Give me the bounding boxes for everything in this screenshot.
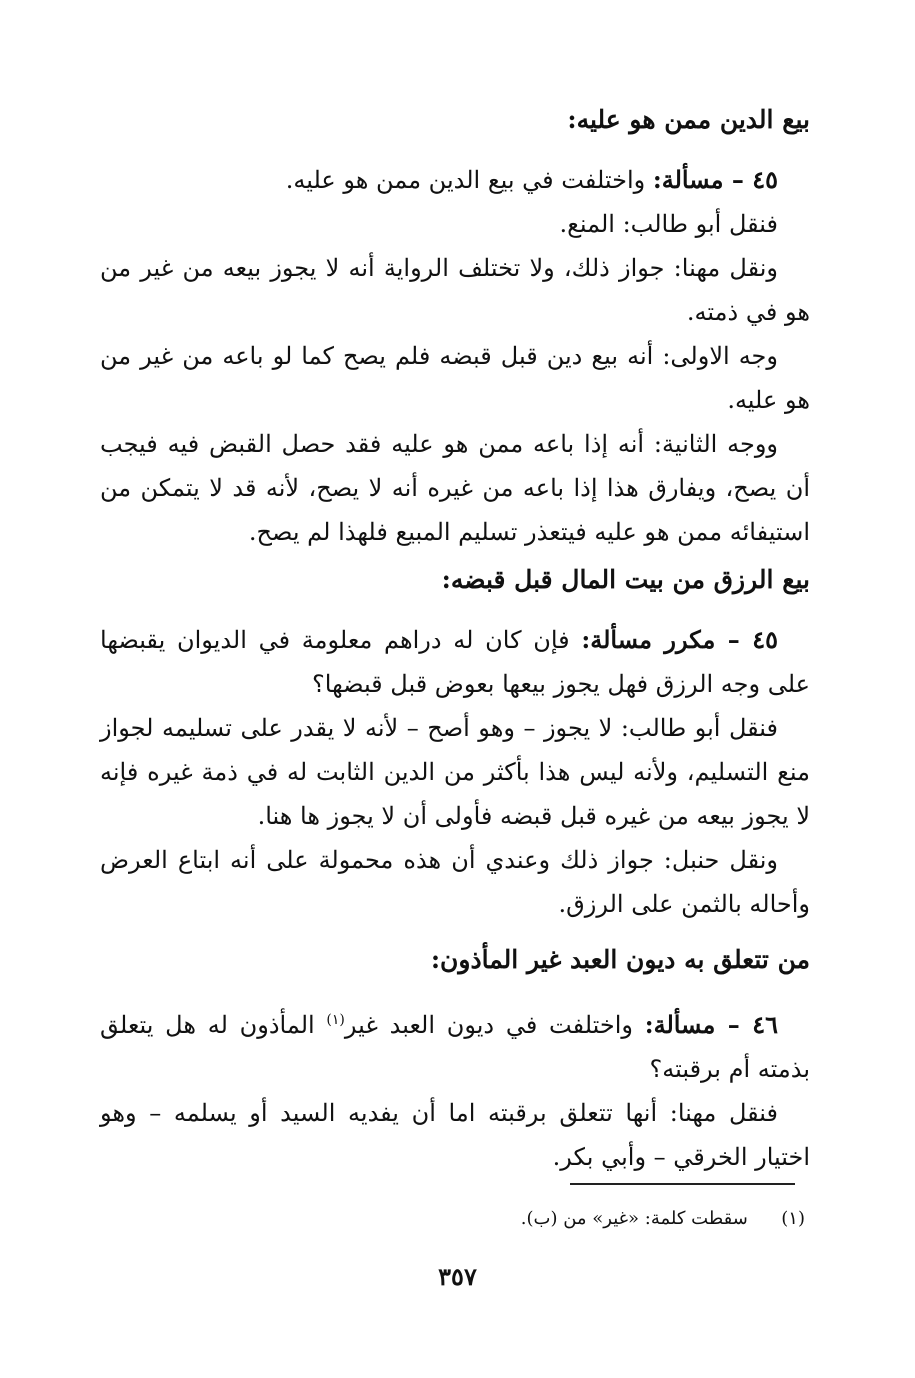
heading-text: من تتعلق به ديون العبد غير المأذون:	[430, 945, 810, 974]
question-45	[100, 158, 810, 202]
question-number: ٤٥ – مسألة:	[652, 165, 778, 194]
footnote-marker: (١)	[781, 1208, 805, 1229]
page-number: ٣٥٧	[438, 1262, 477, 1291]
section-debt-sale-body	[100, 158, 810, 554]
question-46	[100, 998, 810, 1091]
footnote-divider	[570, 1183, 795, 1185]
section-heading-stipend-sale	[100, 560, 810, 600]
heading-text: بيع الدين ممن هو عليه:	[567, 105, 810, 134]
paragraph-abu-talib: فنقل أبو طالب: لا يجوز – وهو أصح – لأنه لا يقدر على تسليمه لجواز منع التسليم، ولأنه ليس هذا بأكثر من الدين الثابت له في ذمة غيره فإنه لا يجوز بيعه من غيره قبل قبضه فأولى أن لا يجوز ها هنا.	[100, 714, 810, 830]
paragraph-muhanna: فنقل مهنا: أنها تتعلق برقبته اما أن يفديه السيد أو يسلمه – وهو اختيار الخرقي – وأبي بكر.	[100, 1099, 810, 1171]
section-heading-debt-sale	[100, 100, 810, 140]
paragraph-second-view: ووجه الثانية: أنه إذا باعه ممن هو عليه فقد حصل القبض فيه فيجب أن يصح، ويفارق هذا إذا باعه من غيره أنه لا يصح، لأنه قد لا يتمكن من استيفائه ممن هو عليه فيتعذر تسليم المبيع فلهذا لم يصح.	[100, 430, 810, 546]
section-slave-debts-body	[100, 998, 810, 1179]
footnote-reference: (١)	[326, 1012, 345, 1028]
footnote	[300, 1203, 805, 1235]
question-number: ٤٦ – مسألة:	[644, 1010, 779, 1039]
heading-text: بيع الرزق من بيت المال قبل قبضه:	[441, 565, 810, 594]
question-number: ٤٥ – مكرر مسألة:	[581, 625, 778, 654]
paragraph-abu-talib: فنقل أبو طالب: المنع.	[559, 210, 778, 238]
question-text: واختلفت في بيع الدين ممن هو عليه.	[285, 166, 653, 194]
paragraph-first-view: وجه الاولى: أنه بيع دين قبل قبضه فلم يصح كما لو باعه من غير من هو عليه.	[100, 342, 810, 414]
question-text: فإن كان له دراهم معلومة في الديوان يقبضها على وجه الرزق فهل يجوز بيعها بعوض قبل قبضها؟	[100, 626, 810, 698]
section-stipend-sale-body	[100, 618, 810, 926]
question-45-repeated	[100, 618, 810, 706]
paragraph-muhanna: ونقل مهنا: جواز ذلك، ولا تختلف الرواية أنه لا يجوز بيعه من غير من هو في ذمته.	[100, 254, 810, 326]
paragraph-hanbal: ونقل حنبل: جواز ذلك وعندي أن هذه محمولة على أنه ابتاع العرض وأحاله بالثمن على الرزق.	[100, 846, 810, 918]
footnote-text: سقطت كلمة: «غير» من (ب).	[520, 1208, 748, 1229]
question-text: واختلفت في ديون العبد غير	[344, 1011, 645, 1039]
question-text-continued: المأذون له هل يتعلق بذمته أم برقبته؟	[100, 1011, 810, 1083]
section-heading-slave-debts	[100, 940, 810, 980]
